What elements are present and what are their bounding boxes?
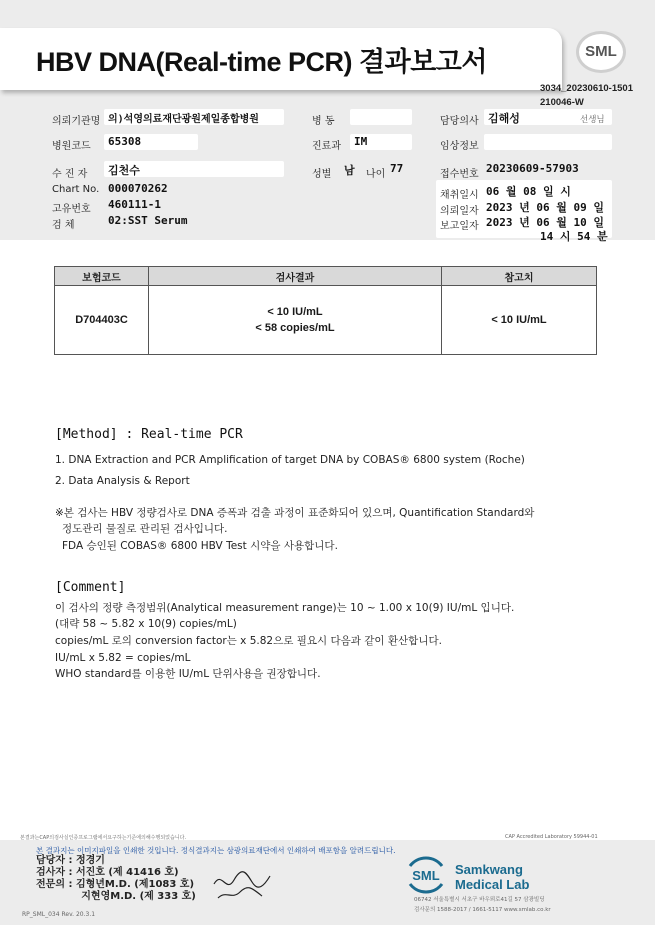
sex-label: 성별 [312,169,332,180]
results-table [54,266,597,355]
staff-specialist-2: 지현영M.D. (제 333 호) [36,891,196,902]
cap-accreditation: CAP Accredited Laboratory 59944-01 [505,834,598,840]
result-copies: < 58 copies/mL [255,322,335,334]
header-reference: 참고치 [442,267,597,286]
request-label: 의뢰일자 [440,206,479,217]
sml-footer-logo [404,856,448,894]
receipt-label: 접수번호 [440,169,479,180]
method-note-2: 정도관리 물질로 관리된 검사입니다. [62,523,228,535]
sex: 남 [344,164,355,177]
reference-value: < 10 IU/mL [442,286,597,355]
hospital-code: 65308 [108,135,142,148]
result-cell [149,286,442,355]
hospital-name: 의)석영의료재단광원제일종합병원 [108,114,259,125]
collect-label: 채취일시 [440,190,479,201]
patient-label: 수 진 자 [52,169,88,180]
request-date: 2023 년 06 월 09 일 [486,201,604,214]
uid-label: 고유번호 [52,204,91,215]
sml-logo: SML [576,31,626,73]
form-number: RP_SML_034 Rev. 20.3.1 [22,911,96,918]
staff-list [36,855,196,903]
report-label: 보고일자 [440,221,479,232]
brand-name: Samkwang Medical Lab [455,862,530,892]
chart-no: 000070262 [108,182,168,195]
specimen-label: 검 체 [52,220,75,231]
svg-text:SML: SML [412,868,440,883]
method-item-1: 1. DNA Extraction and PCR Amplification of target DNA by COBAS® 6800 system (Roche) [55,454,525,466]
lab-contact: 검사문의 1588-2017 / 1661-5117 www.smlab.co.kr [414,907,551,913]
insurance-code: D704403C [55,286,149,355]
chart-label: Chart No. [52,184,100,195]
hospital-code-label: 병원코드 [52,141,91,152]
comment-line-3: copies/mL 로의 conversion factor는 x 5.82으로 필요시 다음과 같이 환산합니다. [55,635,442,647]
staff-specialist-1: 전문의 : 김형년M.D. (제1083 호) [36,879,195,890]
doctor-name: 김해성 [488,112,520,125]
fine-print: 본결과는CAP의검사실인증프로그램에서요구하는기준에의해수행되었습니다. [20,835,187,841]
doctor-label: 담당의사 [440,116,479,127]
method-item-2: 2. Data Analysis & Report [55,475,190,487]
comment-line-4: IU/mL x 5.82 = copies/mL [55,652,191,664]
patient-name: 김천수 [108,164,140,177]
comment-heading: [Comment] [55,580,126,595]
report-time: 14 시 54 분 [540,230,608,243]
header-code: 보험코드 [55,267,149,286]
method-note-1: ※본 검사는 HBV 정량검사로 DNA 증폭과 검출 과정이 표준화되어 있으며, Quantification Standard와 [55,507,535,519]
table-row [55,286,597,355]
staff-tester: 검사자 : 서진호 (제 41416 호) [36,867,179,878]
receipt-no: 20230609-57903 [486,162,579,175]
clinical-box [484,134,612,150]
report-title: HBV DNA(Real-time PCR) 결과보고서 [36,47,487,77]
header-result: 검사결과 [149,267,442,286]
footer-notice: 본 결과지는 이미지파일을 인쇄한 것입니다. 정식결과지는 삼광의료재단에서 인쇄하여 배포함을 알려드립니다. [36,846,396,855]
comment-line-2: (대략 58 ~ 5.82 x 10(9) copies/mL) [55,618,237,630]
comment-line-1: 이 검사의 정량 측정범위(Analytical measurement range)는 10 ~ 1.00 x 10(9) IU/mL 입니다. [55,602,515,614]
uid: 460111-1 [108,198,161,211]
ward-label: 병 동 [312,116,335,127]
specimen: 02:SST Serum [108,214,188,227]
staff-manager: 담당자 : 정경기 [36,855,105,866]
dept-label: 진료과 [312,141,341,152]
age-label: 나이 [366,169,386,180]
signature-image [212,866,272,902]
collect-date: 06 월 08 일 시 [486,185,571,198]
age: 77 [390,162,404,175]
method-note-3: FDA 승인된 COBAS® 6800 HBV Test 시약을 사용합니다. [62,540,338,552]
doctor-suffix: 선생님 [580,115,605,125]
method-heading: [Method] : Real-time PCR [55,427,243,442]
lab-address: 06742 서울특별시 서초구 바우뫼로41길 57 삼광빌딩 [414,897,545,903]
ward-box [350,109,412,125]
comment-line-5: WHO standard를 이용한 IU/mL 단위사용을 권장합니다. [55,668,321,680]
dept: IM [354,135,368,148]
hospital-label: 의뢰기관명 [52,116,101,127]
report-date: 2023 년 06 월 10 일 [486,216,604,229]
clinical-label: 임상정보 [440,141,479,152]
results-header-row [55,267,597,286]
result-iu: < 10 IU/mL [267,306,323,318]
document-number: 3034_20230610-1501 210046-W [540,83,633,108]
